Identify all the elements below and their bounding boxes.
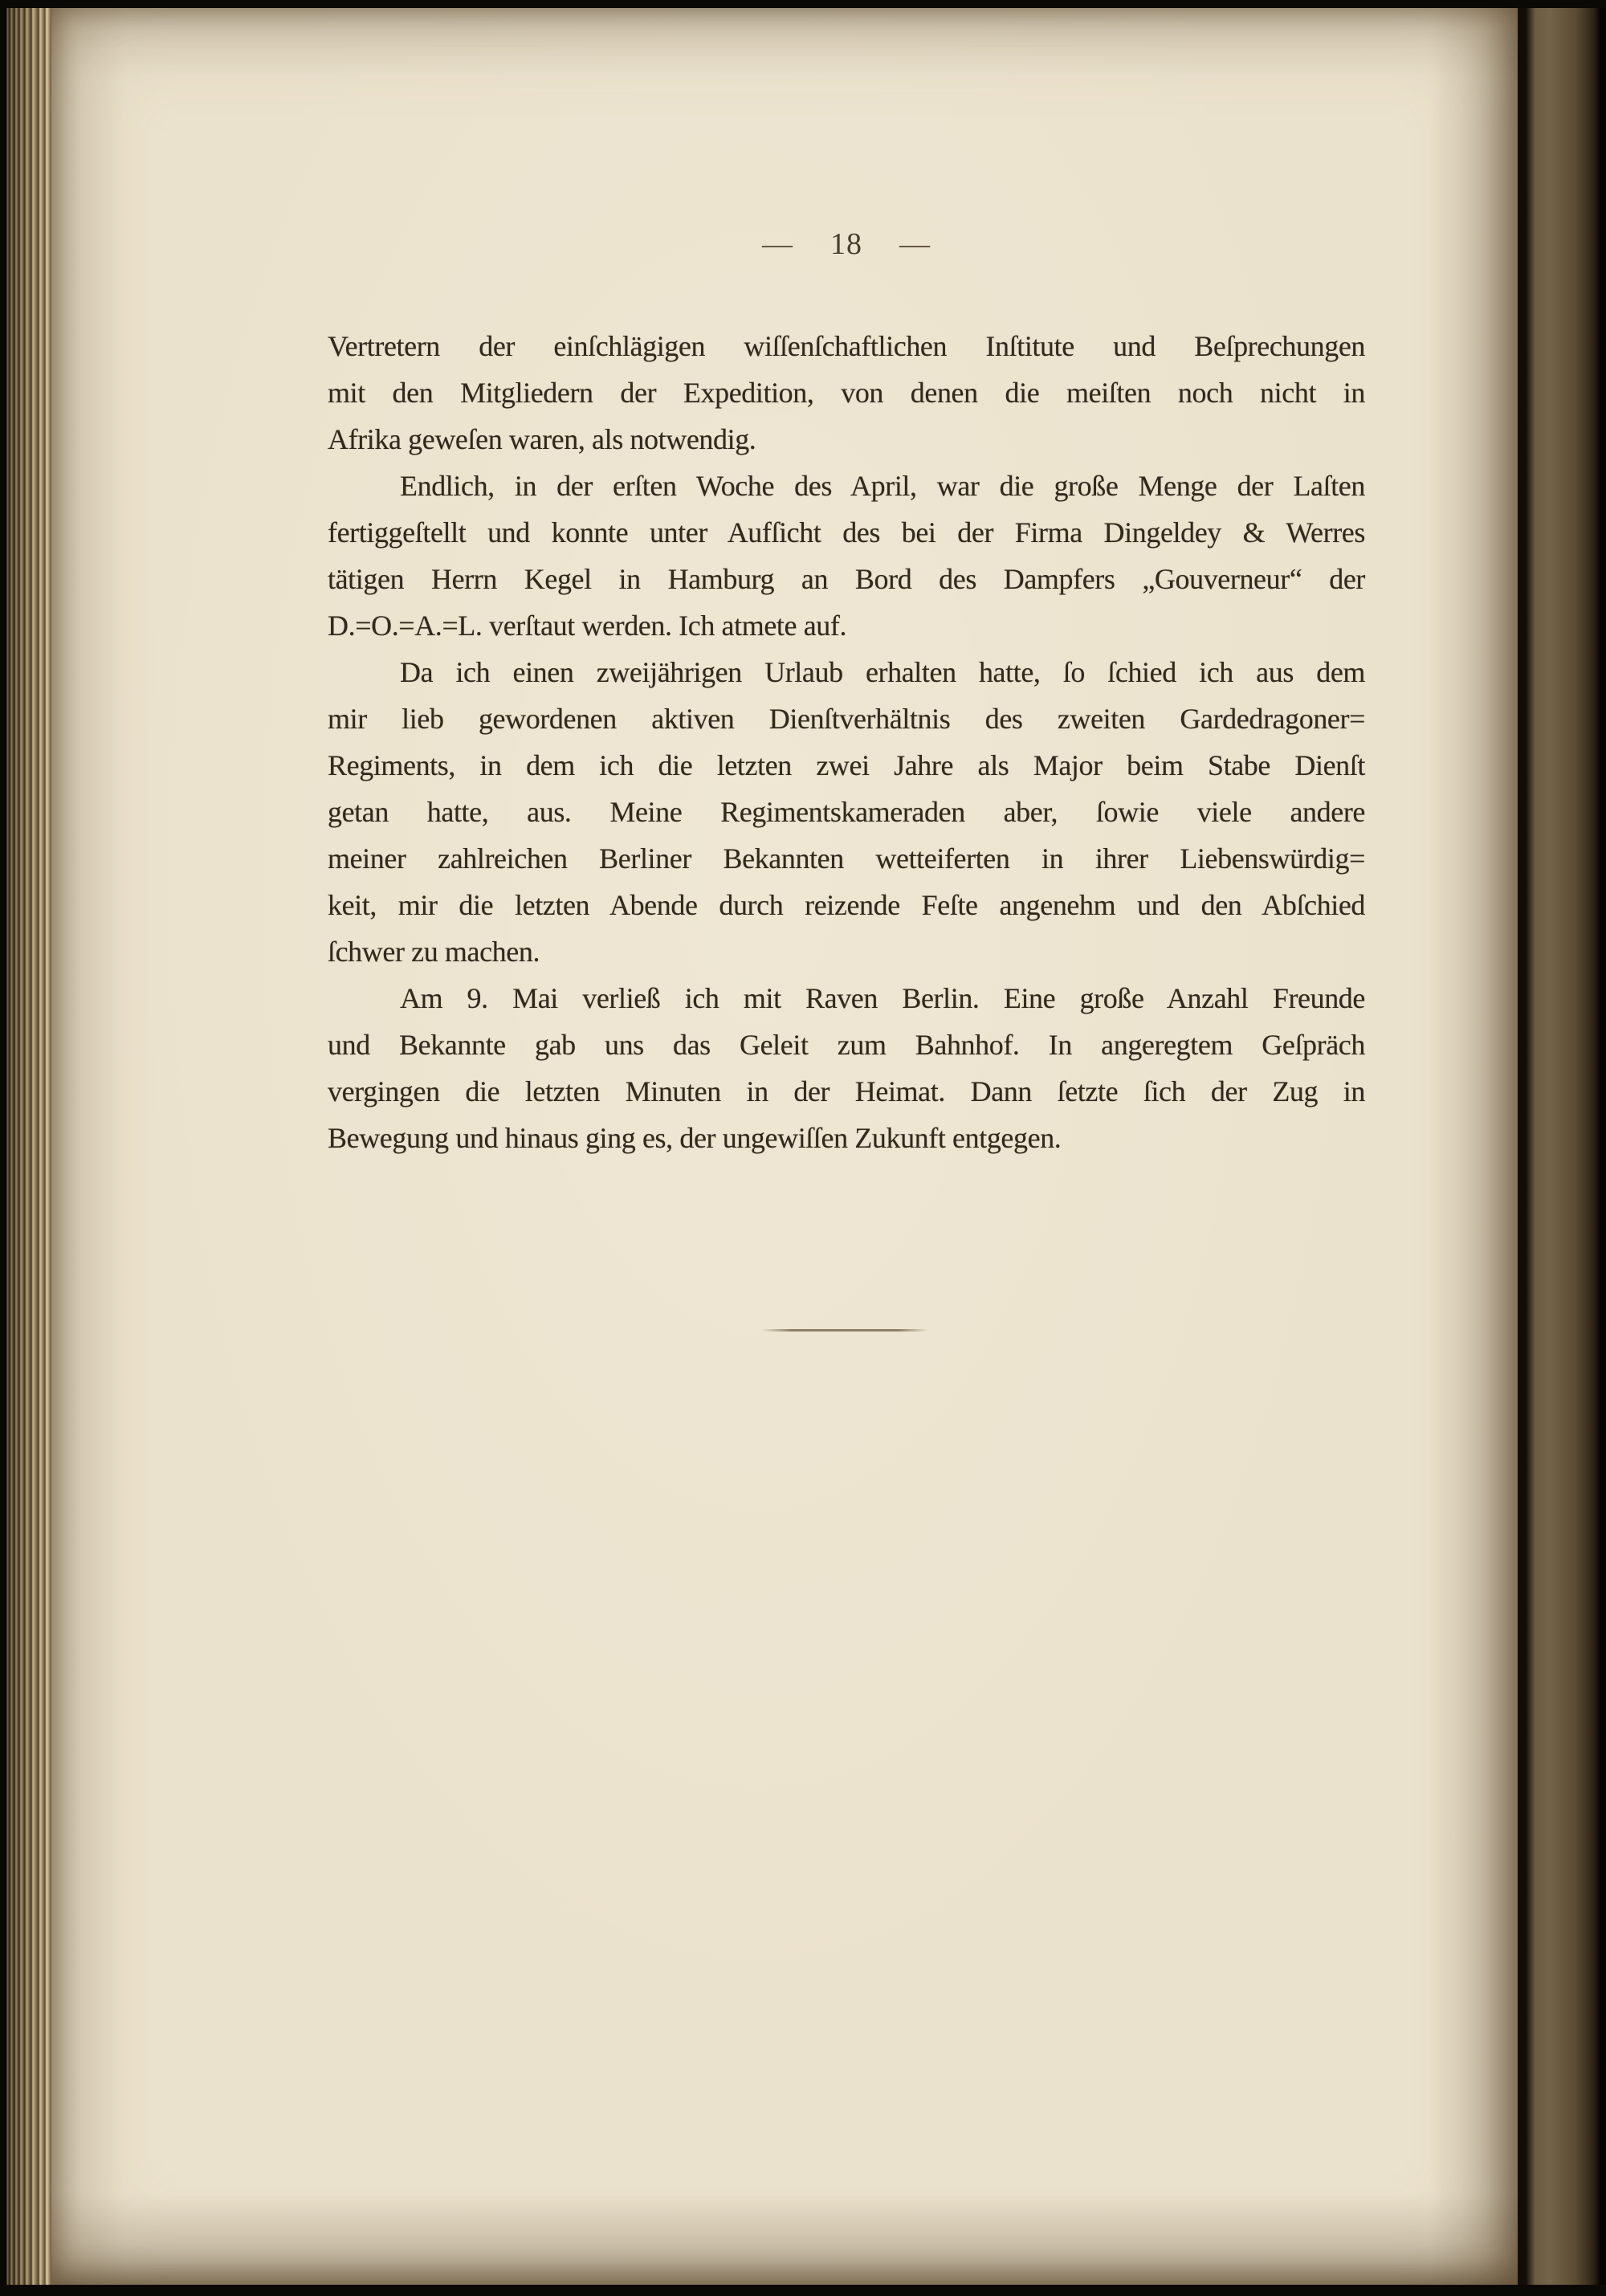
page-number: 18: [830, 227, 862, 261]
scan-edge-bottom: [0, 2285, 1606, 2296]
text-line: Am 9. Mai verließ ich mit Raven Berlin. Eine große Anzahl Freunde: [400, 982, 1365, 1014]
header-dash-left: —: [762, 227, 793, 261]
text-line: vergingen die letzten Minuten in der Heimat. Dann ſetzte ſich der Zug in: [328, 1075, 1365, 1107]
text-line: Regiments, in dem ich die letzten zwei Jahre als Major beim Stabe Dienſt: [328, 749, 1365, 781]
text-line: Da ich einen zweijährigen Urlaub erhalten hatte, ſo ſchied ich aus dem: [400, 656, 1365, 688]
text-line: Endlich, in der erſten Woche des April, war die große Menge der Laſten: [400, 470, 1365, 502]
text-line: meiner zahlreichen Berliner Bekannten wetteiferten in ihrer Liebenswürdig=: [328, 842, 1365, 875]
text-line: Bewegung und hinaus ging es, der ungewiſſen Zukunft entgegen.: [328, 1122, 1062, 1154]
text-line: getan hatte, aus. Meine Regimentskameraden aber, ſowie viele andere: [328, 796, 1365, 828]
book-page: [51, 8, 1518, 2285]
scan-edge-top: [0, 0, 1606, 8]
text-line: D.=O.=A.=L. verſtaut werden. Ich atmete auf.: [328, 610, 847, 642]
text-line: und Bekannte gab uns das Geleit zum Bahnhof. In angeregtem Geſpräch: [328, 1029, 1365, 1061]
text-line: ſchwer zu machen.: [328, 936, 540, 968]
text-line: Vertretern der einſchlägigen wiſſenſchaftlichen Inſtitute und Beſprechungen: [328, 330, 1365, 362]
page-edge-stack: [0, 0, 51, 2296]
book-cover-edge: [1518, 0, 1606, 2296]
page-header: [328, 226, 1365, 262]
body-text: [328, 323, 1365, 1161]
text-line: Afrika geweſen waren, als notwendig.: [328, 423, 756, 455]
text-line: mit den Mitgliedern der Expedition, von denen die meiſten noch nicht in: [328, 377, 1365, 409]
section-divider: [761, 1329, 928, 1332]
text-line: fertiggeſtellt und konnte unter Aufſicht des bei der Firma Dingeldey & Werres: [328, 516, 1365, 549]
text-line: mir lieb gewordenen aktiven Dienſtverhältnis des zweiten Gardedragoner=: [328, 703, 1365, 735]
text-line: tätigen Herrn Kegel in Hamburg an Bord des Dampfers „Gouverneur“ der: [328, 563, 1365, 595]
text-line: keit, mir die letzten Abende durch reizende Feſte angenehm und den Abſchied: [328, 889, 1365, 921]
header-dash-right: —: [899, 227, 931, 261]
